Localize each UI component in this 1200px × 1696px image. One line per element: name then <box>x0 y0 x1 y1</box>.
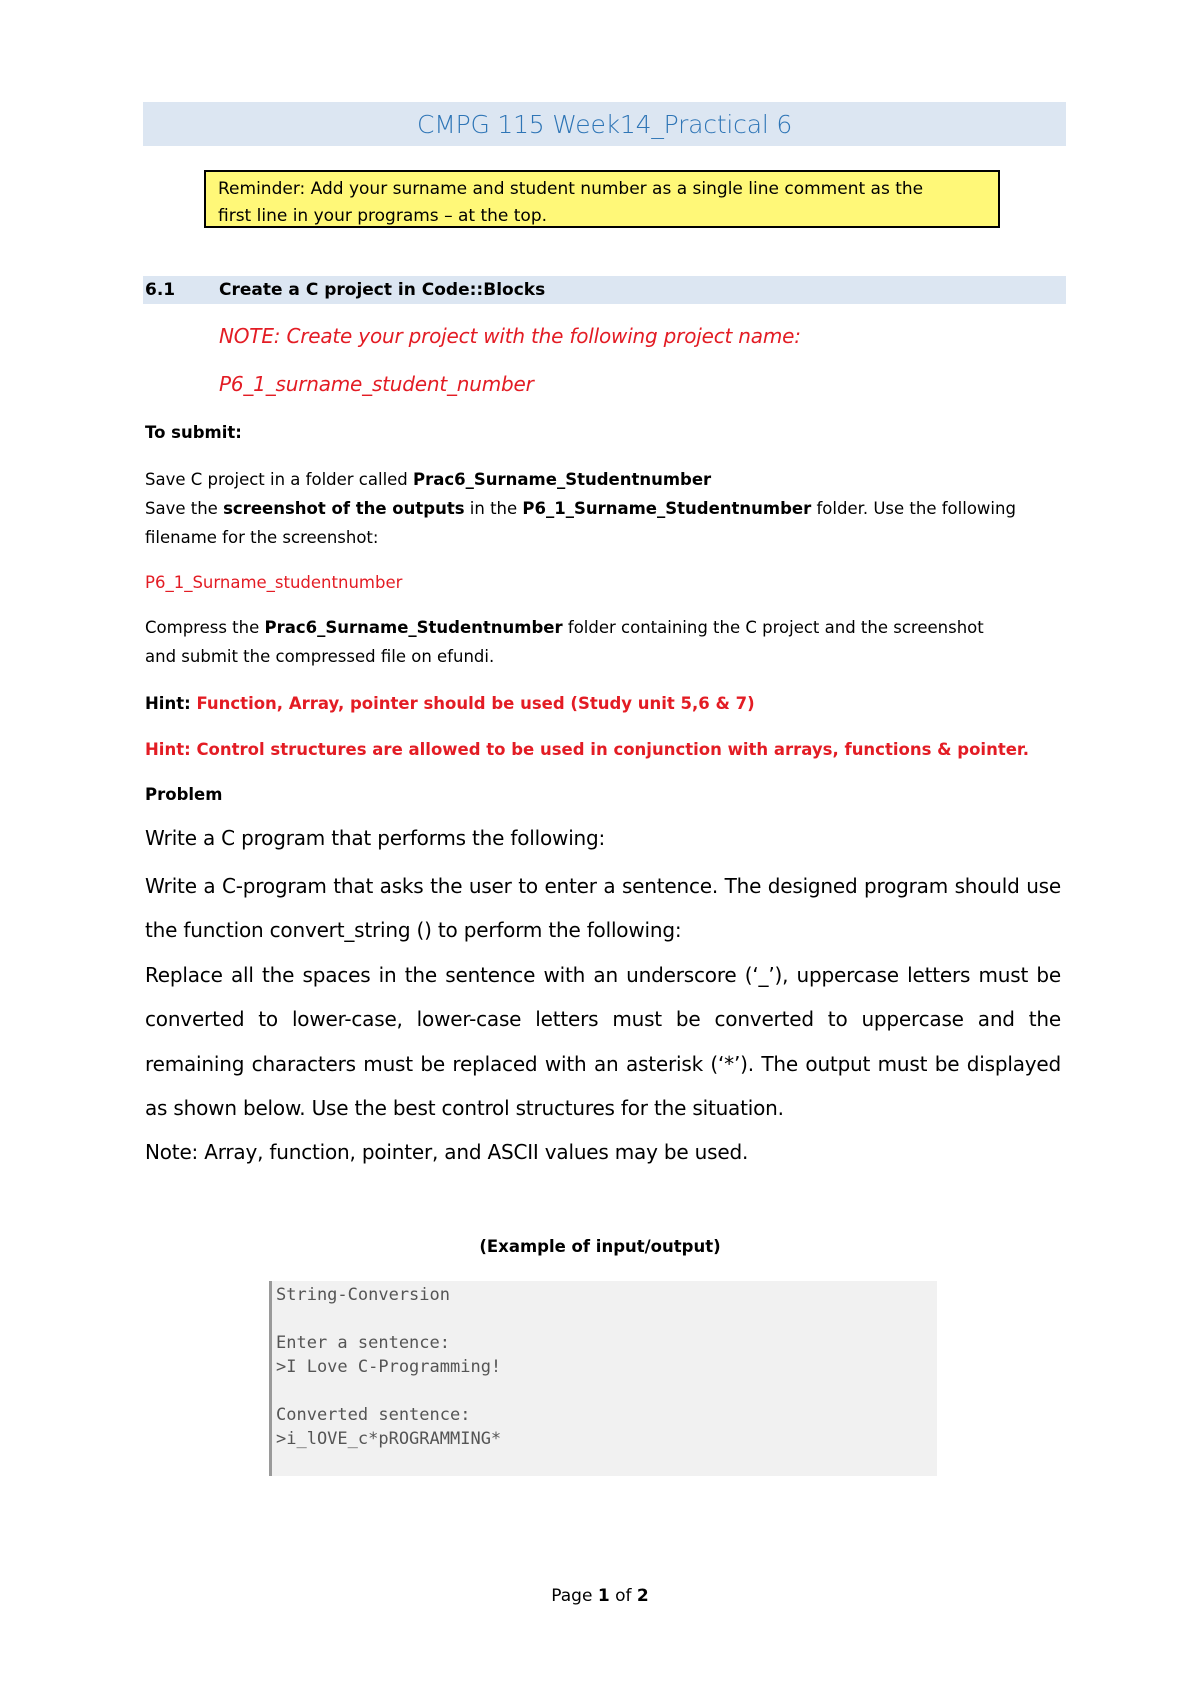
console-line: String-Conversion <box>276 1285 450 1305</box>
submit-line-3: filename for the screenshot: <box>145 528 379 547</box>
problem-line-5: remaining characters must be replaced with an asterisk (‘*’). The output must be displayed <box>145 1052 1061 1076</box>
page-number: Page 1 of 2 <box>551 1586 649 1606</box>
reminder-line-2: first line in your programs – at the top. <box>218 206 548 226</box>
problem-line-3: Replace all the spaces in the sentence with an underscore (‘_’), uppercase letters must be <box>145 963 1061 987</box>
project-name-value: P6_1_surname_student_number <box>219 372 534 396</box>
hint-2: Hint: Control structures are allowed to be used in conjunction with arrays, functions & pointer. <box>145 740 1029 759</box>
screenshot-filename: P6_1_Surname_studentnumber <box>145 573 403 592</box>
submit-line-1: Save C project in a folder called Prac6_Surname_Studentnumber <box>145 470 712 489</box>
problem-heading: Problem <box>145 785 223 804</box>
hint-1: Hint: Function, Array, pointer should be used (Study unit 5,6 & 7) <box>145 694 755 713</box>
console-line: Converted sentence: <box>276 1405 471 1425</box>
project-name-note: NOTE: Create your project with the following project name: <box>219 324 801 348</box>
problem-line-6: as shown below. Use the best control structures for the situation. <box>145 1096 784 1120</box>
problem-line-2: the function convert_string () to perform the following: <box>145 918 682 942</box>
problem-line-1: Write a C-program that asks the user to enter a sentence. The designed program should use <box>145 874 1061 898</box>
submit-line-2: Save the screenshot of the outputs in the P6_1_Surname_Studentnumber folder. Use the following <box>145 499 1016 518</box>
document-title: CMPG 115 Week14_Practical 6 <box>416 109 793 139</box>
console-output-example <box>269 1281 937 1476</box>
title-banner <box>143 102 1066 146</box>
console-line: >I Love C-Programming! <box>276 1357 502 1377</box>
compress-line-2: and submit the compressed file on efundi. <box>145 647 495 666</box>
section-number: 6.1 <box>145 280 176 300</box>
submit-heading: To submit: <box>145 423 242 442</box>
console-line: >i_lOVE_c*pROGRAMMING* <box>276 1429 502 1449</box>
console-line: Enter a sentence: <box>276 1333 450 1353</box>
problem-note: Note: Array, function, pointer, and ASCII values may be used. <box>145 1140 749 1164</box>
compress-line-1: Compress the Prac6_Surname_Studentnumber folder containing the C project and the screenshot <box>145 618 984 637</box>
example-caption: (Example of input/output) <box>479 1237 721 1256</box>
section-title: Create a C project in Code::Blocks <box>219 280 546 300</box>
section-heading <box>143 276 1066 304</box>
problem-intro: Write a C program that performs the following: <box>145 826 606 850</box>
problem-line-4: converted to lower-case, lower-case letters must be converted to uppercase and the <box>145 1007 1061 1031</box>
reminder-box <box>204 170 1000 228</box>
reminder-line-1: Reminder: Add your surname and student number as a single line comment as the <box>218 179 924 199</box>
